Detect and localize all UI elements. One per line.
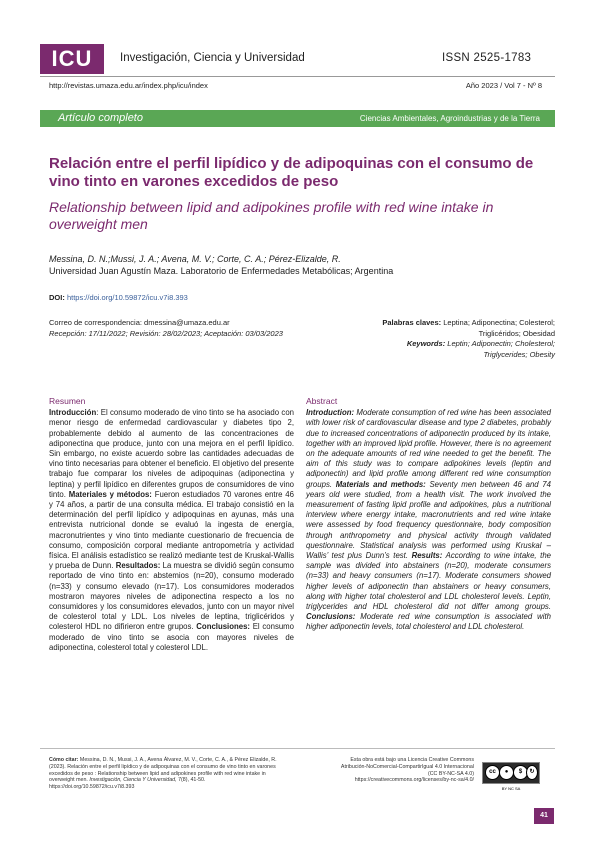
abstract-body [306, 408, 551, 632]
keywords-es-line2: Triglicéridos; Obesidad [478, 328, 555, 338]
abstract-section [306, 396, 551, 633]
journal-logo: ICU [40, 44, 104, 74]
resumen-body [49, 408, 294, 653]
resumen-results: La muestra se dividió según consumo reportado de vino tinto en: abstemios (n=20), consumo moderado (n=33) y consumo elevado (n=17). Los consumidores moderados mostraron mayores niveles de adiponectina respecto a los no consumidores y los consumidores elevados, junto con un mayor nivel de colesterol total y LDL. Los niveles de leptina, triglicéridos y colesterol HDL no difirieron entre grupos. [49, 561, 294, 632]
cite-journal: Investigación, Ciencia Y Universidad, [89, 777, 177, 784]
license-url-link[interactable]: https://creativecommons.org/licenses/by-nc-sa/4.0/ [354, 777, 474, 784]
cite-text: Messina, D. N., Mussi, J. A., Avena Álvarez, M. V., Corte, C. A., & Pérez Elizalde, R. (2023). Relación entre el perfil lipídico y de adipoquinas con el consumo de vino tinto en varones excedidos de peso : Relationship between lipid and adipokines profile with red wine intake in overweight men. [49, 757, 277, 784]
doi-link[interactable]: https://doi.org/10.59872/icu.v7i8.393 [66, 293, 188, 302]
page-number: 41 [534, 808, 554, 824]
dates: Recepción: 17/11/2022; Revisión: 28/02/2023; Aceptación: 03/03/2023 [49, 329, 283, 338]
article-type: Artículo completo [58, 112, 143, 124]
resumen-methods: Fueron estudiados 70 varones entre 46 y 74 años, a partir de una consulta médica. El trabajo consistió en la determinación del perfil lipídico y adipoquinas en ayunas, más una entrevista nutricional donde se evaluó la ingesta de energía, macronutrientes y vino tinto mediante cuestionario de frecuencia de consumo, composición corporal mediante antropometría y actividad física. El análisis estadístico se realizó mediante test de Kruskal-Wallis y prueba de Dunn. [49, 489, 294, 571]
footer-divider [40, 748, 555, 749]
doi [49, 293, 188, 302]
resumen-intro: : El consumo moderado de vino tinto se ha asociado con menor riesgo de enfermedad cardiovascular y diabetes tipo 2, probablemente debido al aumento de las concentraciones de adiponectina que produce, junto con una mejora en el perfil lipídico. Sin embargo, no existe acuerdo sobre las cantidades adecuadas de vino tinto necesarias para obtener el beneficio. El objetivo del presente trabajo fue comparar los niveles de adipoquinas (adiponectina y leptina) y perfil lipídico en diferentes grupos de consumidores de vino tinto. [49, 408, 294, 499]
abstract-intro-label: Introduction: [306, 408, 355, 418]
cite-label: Cómo citar: [49, 757, 79, 763]
title-english: Relationship between lipid and adipokines profile with red wine intake in overweight men [49, 199, 494, 232]
citation [49, 757, 289, 791]
header-divider [40, 76, 555, 77]
license-text [294, 757, 474, 784]
affiliation: Universidad Juan Agustín Maza. Laboratorio de Enfermedades Metabólicas; Argentina [49, 266, 394, 276]
sa-icon: ↻ [526, 765, 538, 780]
journal-name: Investigación, Ciencia y Universidad [120, 52, 305, 64]
cc-license-badge[interactable] [482, 762, 540, 791]
article-section: Ciencias Ambientales, Agroindustrias y de la Tierra [359, 114, 540, 123]
keywords-en-line1: Leptin; Adiponectin; Cholesterol; [447, 339, 555, 348]
issn: ISSN 2525-1783 [442, 52, 532, 64]
abstract-results-label: Results: [411, 551, 443, 561]
title-spanish: Relación entre el perfil lipídico y de adipoquinas con el consumo de vino tinto en varones excedidos de peso [49, 155, 534, 190]
keywords-en-label: Keywords: [406, 339, 446, 348]
resumen-intro-label: Introducción [49, 408, 97, 418]
keywords-block [315, 318, 555, 360]
abstract-intro: Moderate consumption of red wine has been associated with lower risk of cardiovascular disease and type 2 diabetes, probably due to increased concentrations of adiponectin produced by its intake, together with an improved lipid profile. However, there is no agreement on the adequate amounts of red wine needed to get the benefit. The aim of this study was to compare adipokines levels (leptin and adiponectin) and lipid profile among different red wine consumption groups. [306, 408, 551, 489]
resumen-section [49, 396, 294, 653]
license-line-2: Atribución-NoComercial-CompartirIgual 4.0 Internacional [340, 763, 474, 770]
resumen-results-label: Resultados: [115, 561, 161, 571]
license-line-1: Esta obra está bajo una Licencia Creative Commons [350, 757, 474, 763]
abstract-heading: Abstract [306, 396, 338, 406]
cc-icon: cc [485, 765, 500, 780]
doi-label: DOI: [49, 293, 65, 302]
keywords-es-label: Palabras claves: [382, 318, 442, 327]
license-line-3: (CC BY-NC-SA 4.0) [427, 770, 474, 777]
resumen-methods-label: Materiales y métodos: [68, 489, 152, 499]
volume-info: Año 2023 / Vol 7 - Nº 8 [465, 81, 542, 90]
keywords-en-line2: Triglycerides; Obesity [483, 349, 555, 359]
resumen-conclusions: El consumo moderado de vino tinto se asocia con mayores niveles de adiponectina, colesterol total y colesterol LDL. [49, 622, 295, 652]
keywords-es-line1: Leptina; Adiponectina; Colesterol; [443, 318, 555, 327]
abstract-methods: Seventy men between 46 and 74 years old were studied, from a health visit. The work involved the measurement of fasting lipid profile and adipokines, plus a nutritional interview where energy intake, macronutrients and red wine intake were assessed by food frequency questionnaire, body composition through anthropometry and physical activity through validated questionnaire. Statistical analysis was performed using Kruskal – Wallis’ test plus Dunn’s test. [306, 479, 551, 561]
resumen-conclusions-label: Conclusiones: [196, 622, 251, 632]
authors: Messina, D. N.;Mussi, J. A.; Avena, M. V.; Corte, C. A.; Pérez-Elizalde, R. [49, 254, 341, 264]
abstract-conclusions-label: Conclusions: [306, 612, 356, 622]
nc-icon: $ [513, 765, 528, 780]
abstract-results: According to wine intake, the sample was divided into abstainers (n=20), moderate consumers (n=33) and heavy consumers (n=17). Moderate consumers showed higher levels of adiponectin than abstainers or heavy consumers, along with higher total cholesterol and LDL cholesterol levels. Leptin, triglycerides and HDL cholesterol did not differ among groups. [306, 551, 551, 612]
abstract-conclusions: Moderate red wine consumption is associated with higher adiponectin levels, total cholesterol and LDL cholesterol. [306, 612, 551, 632]
abstract-methods-label: Materials and methods: [335, 479, 426, 489]
cc-badge-text: BY NC SA [501, 786, 521, 791]
journal-url-link[interactable]: http://revistas.umaza.edu.ar/index.php/icu/index [49, 81, 208, 90]
by-icon: ● [499, 765, 514, 780]
resumen-heading: Resumen [49, 396, 86, 406]
cite-tail: 7(8), 41-50. https://doi.org/10.59872/icu.v7i8.393 [49, 777, 206, 791]
correspondence: Correo de correspondencia: dmessina@umaza.edu.ar [49, 318, 230, 327]
